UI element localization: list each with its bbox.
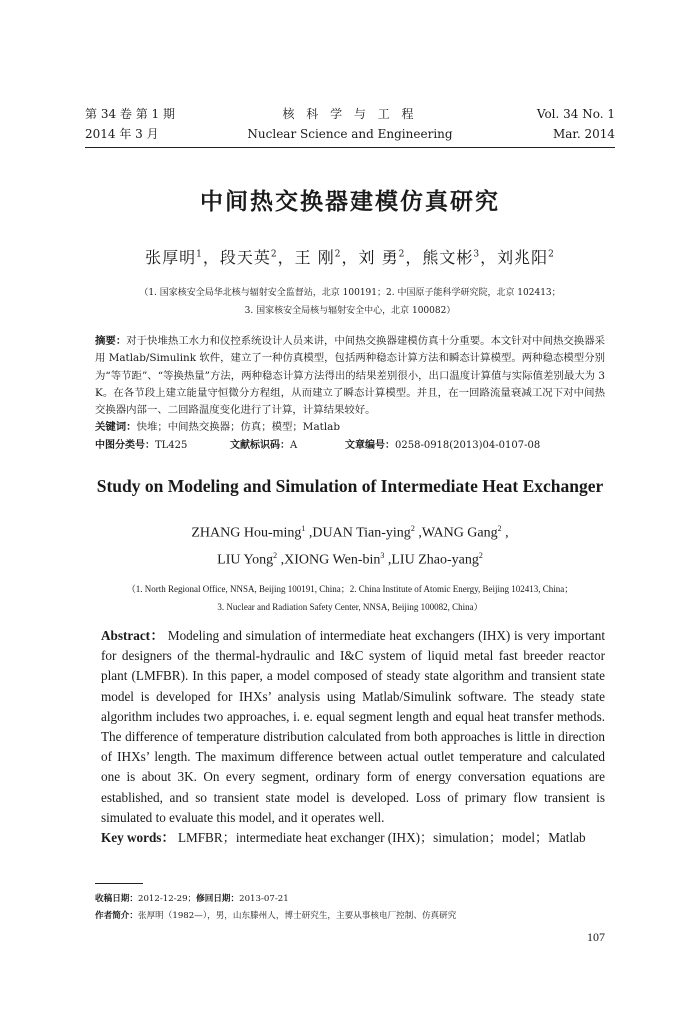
affiliations-zh — [85, 284, 615, 320]
keywords-text-en: LMFBR；intermediate heat exchanger (IHX)；simulation；model；Matlab — [177, 830, 586, 846]
author-en: ZHANG Hou-ming — [191, 525, 302, 541]
author-en: WANG Gang — [421, 525, 498, 541]
doc-label: 文献标识码： — [230, 440, 290, 451]
paper-title-en: Study on Modeling and Simulation of Intermediate Heat Exchanger — [96, 476, 604, 496]
author-affil-mark: 1 — [196, 249, 203, 260]
article-label: 文章编号： — [345, 440, 395, 451]
header-volume-en: Vol. 34 No. 1 — [536, 107, 615, 121]
author-zh: 王 刚 — [294, 248, 335, 267]
author-affil-mark: 2 — [270, 249, 278, 260]
author-affil-mark: 3 — [380, 550, 385, 560]
author-affil-mark: 2 — [548, 249, 555, 260]
received-date: 2012-12-29； — [137, 894, 197, 904]
paper-title-zh: 中间热交换器建模仿真研究 — [200, 189, 500, 215]
journal-name-zh: 核 科 学 与 工 程 — [282, 107, 418, 121]
clc-label: 中图分类号： — [95, 440, 155, 451]
abstract-label-en: Abstract： — [101, 628, 165, 643]
author-affil-mark: 2 — [410, 524, 415, 533]
page-number: 107 — [587, 930, 605, 944]
footnote-rule — [95, 883, 143, 884]
header-date-en: Mar. 2014 — [552, 127, 615, 141]
author-zh: 张厚明 — [145, 248, 197, 267]
abstract-text-zh: 对于快堆热工水力和仪控系统设计人员来讲，中间热交换器建模仿真十分重要。本文针对中间热交换器采用 Matlab/Simulink 软件，建立了一种仿真模型，包括两种稳态计算方法和瞬态计算模型。两种稳态模型分别为“等节距”、“等换热量”方法，两种稳态计算方法得出的结果差别很小，出口温度计算值与实际值差别最大为 3 K。在各节段上建立能量守恒微分方程组，从而建立了瞬态计算模型。并且，在一回路流量衰减工况下对中间热交换器内部一、二回路温度变化进行了计算，计算结果较好。 — [95, 335, 606, 417]
doc-code — [230, 436, 297, 451]
abstract-label-zh: 摘要： — [95, 335, 127, 347]
affiliation-line: （1. 国家核安全局华北核与辐射安全监督站，北京 100191；2. 中国原子能科学研究院，北京 102413； — [139, 288, 561, 298]
author-affil-mark: 2 — [478, 550, 483, 560]
revised-date: 2013-07-21 — [239, 894, 289, 904]
author-zh: 刘 勇 — [358, 248, 399, 267]
footnote — [95, 891, 605, 925]
clc-number — [95, 436, 187, 451]
header-journal — [85, 104, 615, 144]
clc-value: TL425 — [155, 440, 188, 451]
article-number — [345, 436, 540, 451]
affiliation-line: （1. North Regional Office, NNSA, Beijing 100191, China；2. China Institute of Atomic Energy, Beijing 102413, China； — [126, 584, 574, 594]
keywords-text-zh: 快堆；中间热交换器；仿真；模型；Matlab — [136, 421, 340, 434]
revised-label: 修回日期： — [196, 894, 240, 904]
bio-label: 作者简介： — [95, 911, 138, 921]
author-affil-mark: 2 — [497, 524, 502, 533]
doc-value: A — [290, 440, 298, 451]
author-affil-mark: 1 — [301, 524, 306, 533]
author-zh: 刘兆阳 — [497, 248, 549, 267]
abstract-en — [101, 626, 605, 848]
keywords-label-zh: 关键词： — [95, 421, 137, 434]
author-zh: 段天英 — [219, 248, 271, 267]
header-date-zh: 2014 年 3 月 — [85, 127, 159, 141]
journal-name-en: Nuclear Science and Engineering — [247, 127, 453, 141]
running-header — [85, 104, 615, 144]
article-value: 0258-0918(2013)04-0107-08 — [395, 440, 541, 451]
author-en: XIONG Wen-bin — [284, 552, 381, 568]
author-affil-mark: 3 — [473, 249, 481, 260]
abstract-text-en: Modeling and simulation of intermediate heat exchangers (IHX) is very important for designers of the thermal-hydraulic and I&C system of liquid metal fast breeder reactor plant (LMFBR). In this paper, a model composed of steady state algorithm and transient state model is developed for IHXs’ analysis using Matlab/Simulink software. The steady state algorithm includes two approaches, i. e. equal segment length and equal heat transfer methods. The difference of temperature distribution calculated from both approaches is little in direction of IHXs’ length. The maximum difference between actual outlet temperature and calculated one is about 3K. On every segment, ordinary form of energy conversation equations are established, and so transient state model is developed. Loss of primary flow transient is simulated to evaluate this model, and it operates well. — [101, 628, 606, 825]
author-affil-mark: 2 — [398, 249, 406, 260]
affiliations-en — [60, 580, 640, 616]
author-affil-mark: 2 — [334, 249, 342, 260]
header-issue-en — [537, 104, 615, 144]
author-en: DUAN Tian-ying — [312, 525, 411, 541]
bio-text: 张厚明（1982—），男，山东滕州人，博士研究生，主要从事核电厂控制、仿真研究 — [137, 911, 457, 921]
author-zh: 熊文彬 — [422, 248, 474, 267]
author-en: LIU Zhao-yang — [391, 552, 479, 568]
author-en: LIU Yong — [217, 552, 274, 568]
author-list-en: ZHANG Hou-ming$^1$ ,DUAN Tian-ying$^2$ ,WANG Gang$^2$ , LIU Yong$^2$ ,XIONG Wen-bin$^3$ ,LIU Zhao-yang$^2$ — [191, 524, 509, 568]
author-affil-mark: 2 — [273, 550, 278, 560]
author-list-zh: 张厚明$^1$，段天英$^2$，王 刚$^2$，刘 勇$^2$，熊文彬$^3$，刘兆阳$^2$ — [145, 248, 555, 267]
affiliation-line: 3. 国家核安全局核与辐射安全中心，北京 100082） — [244, 306, 456, 316]
header-rule — [85, 147, 615, 148]
abstract-zh — [95, 333, 605, 437]
received-label: 收稿日期： — [95, 894, 138, 904]
header-volume-zh: 第 34 卷 第 1 期 — [85, 107, 175, 121]
keywords-label-en: Key words： — [101, 830, 175, 846]
affiliation-line: 3. Nuclear and Radiation Safety Center, NNSA, Beijing 100082, China） — [217, 602, 483, 612]
